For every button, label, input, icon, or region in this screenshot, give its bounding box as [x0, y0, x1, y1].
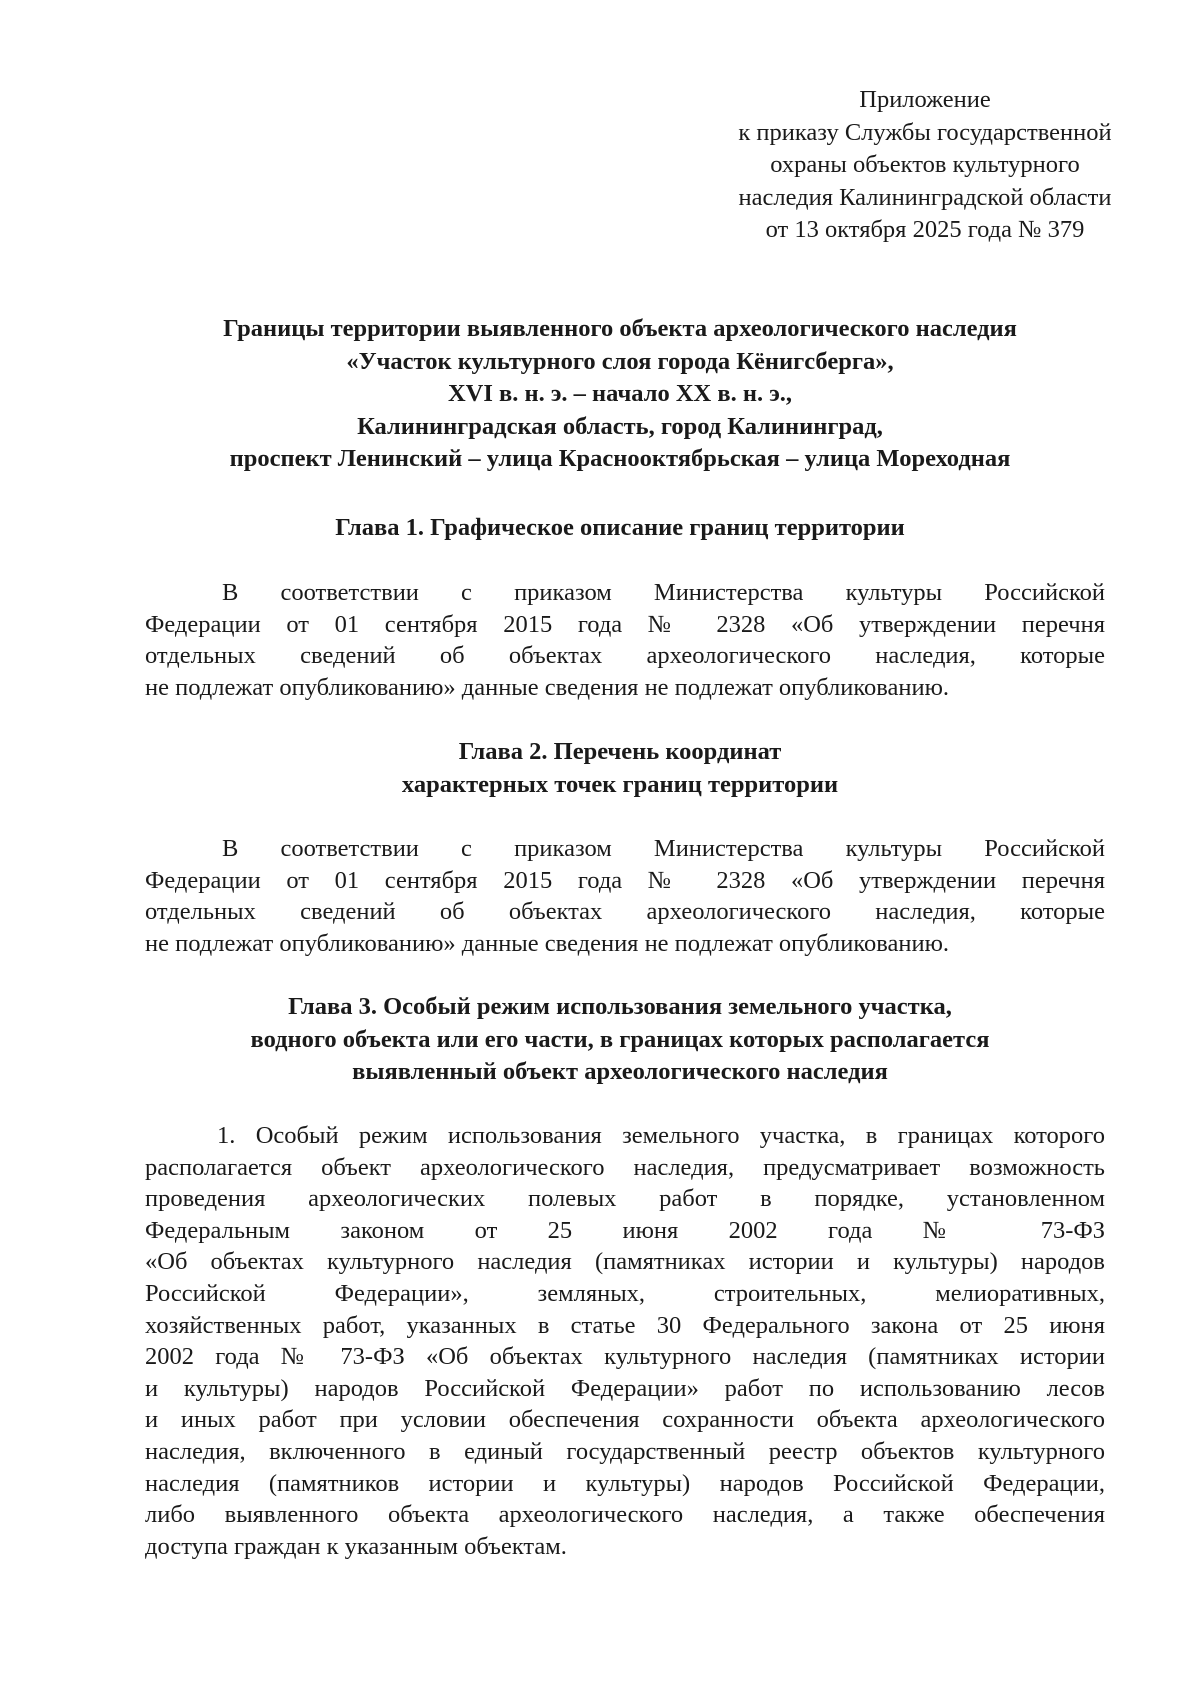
- paragraph-line: Федеральным законом от 25 июня 2002 года № 73-ФЗ: [145, 1216, 1105, 1244]
- paragraph-line: и иных работ при условии обеспечения сохранности объекта археологического: [145, 1406, 1105, 1434]
- chapter2-paragraph: [145, 833, 1105, 959]
- title-line: XVI в. н. э. – начало XX в. н. э.,: [447, 380, 793, 407]
- appendix-line: Приложение: [859, 86, 991, 113]
- paragraph-line: отдельных сведений об объектах археологического наследия, которые: [145, 642, 1105, 669]
- chapter3-heading: [140, 991, 1100, 1089]
- paragraph-line: отдельных сведений об объектах археологического наследия, которые: [145, 898, 1105, 925]
- appendix-line: к приказу Службы государственной: [738, 118, 1112, 146]
- title-line: Границы территории выявленного объекта археологического наследия: [223, 315, 1017, 342]
- paragraph-line: Федерации от 01 сентября 2015 года № 2328 «Об утверждении перечня: [145, 610, 1105, 638]
- appendix-line: наследия Калининградской области: [738, 183, 1112, 211]
- paragraph-line: доступа граждан к указанным объектам.: [145, 1532, 567, 1560]
- chapter2-heading-line: Глава 2. Перечень координат: [458, 738, 782, 765]
- chapter2-heading: [140, 736, 1100, 801]
- chapter2-heading-line: характерных точек границ территории: [401, 770, 839, 798]
- chapter3-heading-line: выявленный объект археологического наследия: [352, 1058, 888, 1085]
- title-line: Калининградская область, город Калининград,: [357, 412, 883, 440]
- appendix-line: от 13 октября 2025 года № 379: [765, 216, 1085, 243]
- paragraph-line: В соответствии с приказом Министерства культуры Российской: [222, 579, 1105, 606]
- paragraph-line: проведения археологических полевых работ в порядке, установленном: [145, 1185, 1105, 1213]
- paragraph-line: хозяйственных работ, указанных в статье 30 Федерального закона от 25 июня: [145, 1311, 1105, 1339]
- paragraph-line: Российской Федерации», земляных, строительных, мелиоративных,: [145, 1279, 1105, 1307]
- paragraph-line: наследия, включенного в единый государственный реестр объектов культурного: [145, 1437, 1105, 1465]
- paragraph-line: и культуры) народов Российской Федерации» работ по использованию лесов: [145, 1374, 1105, 1402]
- chapter3-paragraph: [145, 1120, 1105, 1562]
- paragraph-line: 1. Особый режим использования земельного участка, в границах которого: [217, 1122, 1105, 1149]
- chapter1-paragraph: [145, 577, 1105, 703]
- paragraph-line: наследия (памятников истории и культуры) народов Российской Федерации,: [145, 1469, 1105, 1497]
- paragraph-line: Федерации от 01 сентября 2015 года № 2328 «Об утверждении перечня: [145, 866, 1105, 894]
- paragraph-line: «Об объектах культурного наследия (памятниках истории и культуры) народов: [145, 1248, 1105, 1276]
- title-line: «Участок культурного слоя города Кёнигсберга»,: [346, 347, 894, 375]
- chapter3-heading-line: Глава 3. Особый режим использования земельного участка,: [288, 993, 952, 1020]
- document-title: [140, 313, 1100, 476]
- chapter1-heading-text: Глава 1. Графическое описание границ территории: [335, 514, 905, 541]
- paragraph-line: 2002 года № 73-ФЗ «Об объектах культурного наследия (памятниках истории: [145, 1343, 1105, 1371]
- title-line: проспект Ленинский – улица Краснооктябрьская – улица Мореходная: [229, 445, 1011, 472]
- paragraph-line: не подлежат опубликованию» данные сведения не подлежат опубликованию.: [145, 929, 950, 957]
- paragraph-line: не подлежат опубликованию» данные сведения не подлежат опубликованию.: [145, 673, 950, 701]
- chapter3-heading-line: водного объекта или его части, в границах которых располагается: [250, 1025, 990, 1053]
- paragraph-line: либо выявленного объекта археологического наследия, а также обеспечения: [145, 1501, 1105, 1529]
- paragraph-line: располагается объект археологического наследия, предусматривает возможность: [145, 1153, 1105, 1181]
- appendix-line: охраны объектов культурного: [770, 151, 1080, 178]
- appendix-header: [690, 84, 1160, 247]
- chapter1-heading: [140, 512, 1100, 545]
- paragraph-line: В соответствии с приказом Министерства культуры Российской: [222, 835, 1105, 862]
